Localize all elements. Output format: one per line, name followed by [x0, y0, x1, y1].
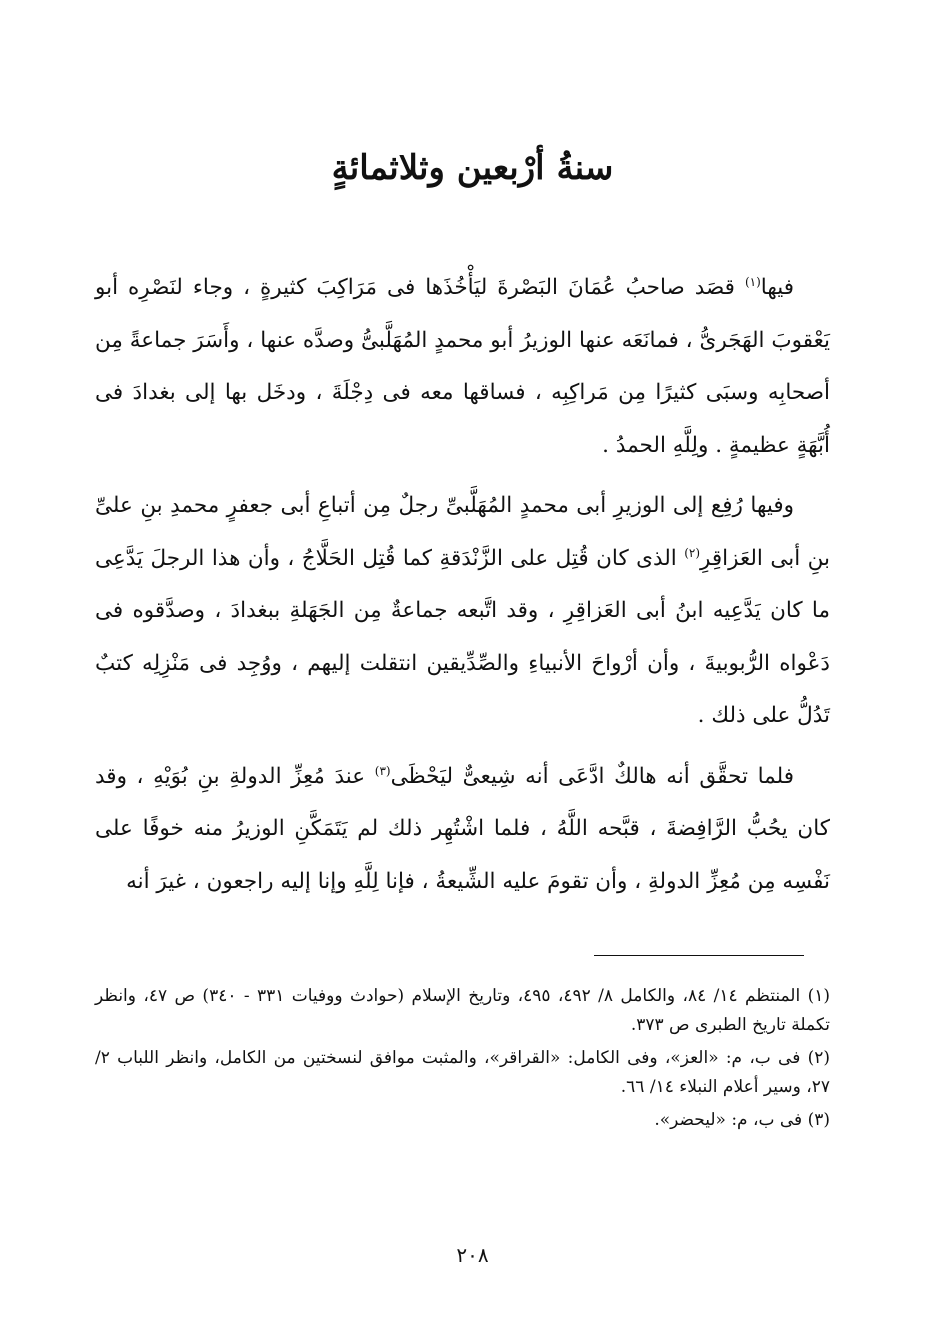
chapter-title: سنةُ أرْبعين وثلاثمائةٍ	[331, 148, 614, 188]
footnote-divider	[594, 955, 804, 956]
paragraph-text: الذى كان قُتِل على الزَّنْدَقةِ كما قُتِل الحَلَّاجُ ، وأن هذا الرجلَ يَدَّعِى ما كان يَدَّعِيه ابنُ أبى العَزاقِرِ ، وقد اتَّبعه جماعةٌ مِن الجَهَلةِ ببغدادَ ، وصدَّقوه فى دَعْواه الرُّبوبيةَ ، وأن أرْواحَ الأنبياءِ والصِّدِّيقين انتقلت إليهم ، ووُجِد فى مَنْزِلِه كتبٌ تَدُلُّ على ذلك .	[95, 545, 830, 728]
paragraph-3	[95, 751, 830, 909]
footnote-ref: (٢)	[684, 545, 701, 560]
paragraph-text: عندَ مُعِزِّ الدولةِ بنِ بُوَيْهِ ، وقد كان يحُبُّ الرَّافِضةَ ، قبَّحه اللَّهُ ، فلما اشْتُهِر ذلك لم يَتَمَكَّنِ الوزيرُ منه خوفًا على نَفْسِه مِن مُعِزِّ الدولةِ ، وأن تقومَ عليه الشِّيعةُ ، فإنا لِلَّهِ وإنا إليه راجعون ، غيرَ أنه	[95, 763, 830, 894]
paragraph-text: وفيها رُفِع إلى الوزيرِ أبى محمدٍ المُهَلَّبىِّ رجلٌ مِن أتباعِ أبى جعفرٍ محمدِ بنِ علىِّ بنِ أبى العَزاقِرِ	[95, 493, 830, 571]
page-number: ٢٠٨	[456, 1243, 489, 1267]
footnotes	[95, 982, 830, 1139]
paragraph-1	[95, 262, 830, 472]
footnote-1: (١) المنتظم ١٤/ ٨٤، والكامل ٨/ ٤٩٢، ٤٩٥، وتاريخ الإسلام (حوادث ووفيات ٣٣١ - ٣٤٠) ص ٤٧، وانظر تكملة تاريخ الطبرى ص ٣٧٣.	[95, 986, 830, 1035]
footnote-ref: (١)	[744, 274, 761, 289]
paragraph-text: فلما تحقَّق أنه هالكٌ ادَّعَى أنه شِيعىٌّ ليَحْظَى	[390, 763, 794, 789]
paragraph-text: فيها	[760, 275, 794, 300]
footnote-ref: (٣)	[374, 763, 391, 778]
footnote-3: (٣) فى ب، م: «ليحضر».	[654, 1110, 830, 1130]
footnote-2: (٢) فى ب، م: «العز»، وفى الكامل: «القراقر»، والمثبت موافق لنسختين من الكامل، وانظر اللباب ٢/ ٢٧، وسير أعلام النبلاء ١٤/ ٦٦.	[95, 1048, 830, 1097]
paragraph-2	[95, 480, 830, 743]
main-text	[95, 262, 830, 916]
paragraph-text: قصَد صاحبُ عُمَانَ البَصْرةَ ليَأْخُذَها فى مَرَاكِبَ كثيرةٍ ، وجاء لنَصْرِه أبو يَعْقوبَ الهَجَرىُّ ، فمانَعَه عنها الوزيرُ أبو محمدٍ المُهَلَّبىُّ وصدَّه عنها ، وأَسَرَ جماعةً مِن أصحابِه وسبَى كثيرًا مِن مَراكِبِه ، فساقها معه فى دِجْلَةَ ، ودخَل بها إلى بغدادَ فى أُبَّهَةٍ عظيمةٍ . ولِلَّهِ الحمدُ .	[95, 275, 830, 458]
